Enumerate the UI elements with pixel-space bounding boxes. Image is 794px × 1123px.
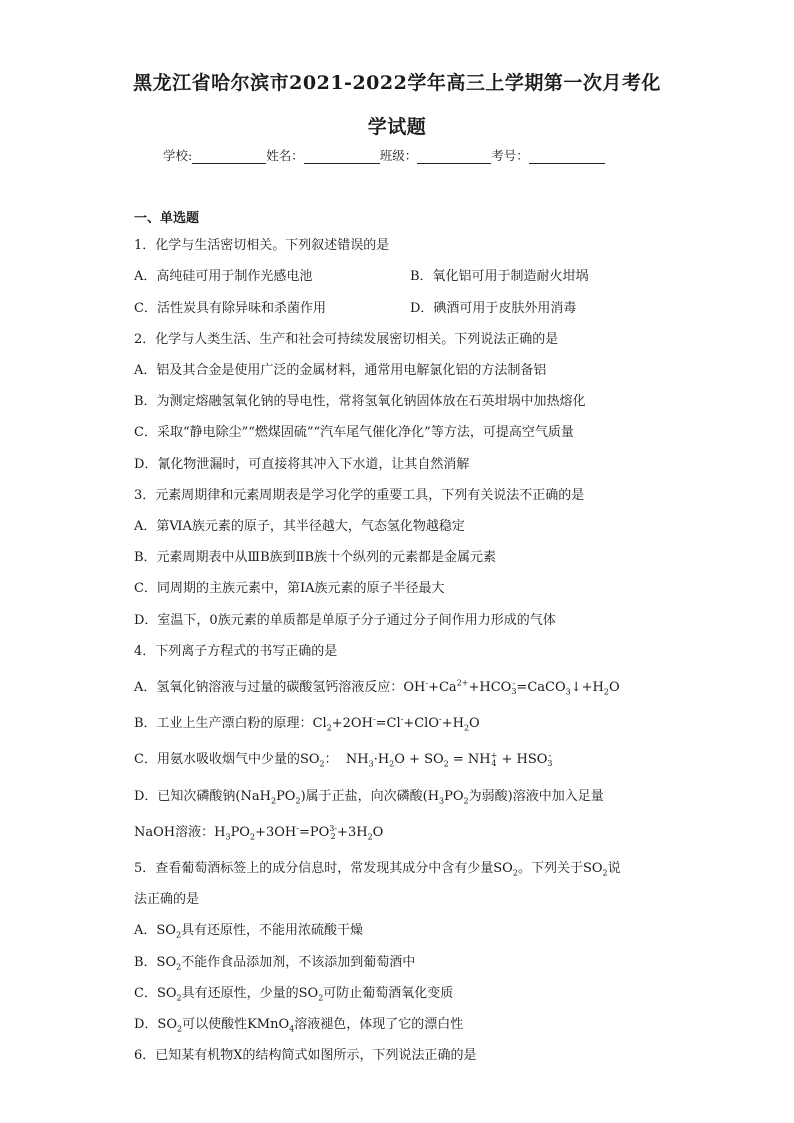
q1-option-d: D．碘酒可用于皮肤外用消毒 <box>410 301 577 316</box>
q1-stem: 1．化学与生活密切相关。下列叙述错误的是 <box>134 238 390 253</box>
school-label: 学校: <box>163 148 193 163</box>
q4-option-d: D．已知次磷酸钠$(NaH_2PO_2)$属于正盐，向次磷酸($H_3PO_2$为弱酸)溶液中加入足量 <box>134 789 604 806</box>
q1-option-c: C．活性炭具有除异味和杀菌作用 <box>134 301 326 316</box>
q1-option-a: A．高纯硅可用于制作光感电池 <box>134 269 313 284</box>
q2-option-a: A．铝及其合金是使用广泛的金属材料，通常用电解氯化铝的方法制备铝 <box>134 363 547 378</box>
school-blank[interactable] <box>192 150 266 164</box>
q2-option-d: D．氰化物泄漏时，可直接将其冲入下水道，让其自然消解 <box>134 457 470 472</box>
q5-option-a: A．$SO_2$具有还原性，不能用浓硫酸干燥 <box>134 923 364 940</box>
q2-option-b: B．为测定熔融氢氧化钠的导电性，常将氢氧化钠固体放在石英坩埚中加热熔化 <box>134 394 586 409</box>
section-heading: 一、单选题 <box>134 211 200 226</box>
class-blank[interactable] <box>417 150 491 164</box>
q3-option-c: C．同周期的主族元素中，第ⅠA族元素的原子半径最大 <box>134 581 445 596</box>
q4-option-b: B．工业上生产漂白粉的原理：$Cl_2+2OH^-=Cl^-+ClO^-+H_2O$ <box>134 714 480 733</box>
number-label: 考号： <box>491 148 529 163</box>
student-info-row <box>163 146 605 164</box>
q1-option-b: B．氧化铝可用于制造耐火坩埚 <box>410 269 589 284</box>
q5-stem-line2: 法正确的是 <box>134 892 200 907</box>
q4-option-c: C．用氨水吸收烟气中少量的$SO_2$： $NH_3\cdot H_2O + SO_2 = NH+$ 4 + HSO- 3 <box>134 750 553 769</box>
q5-option-d: D．$SO_2$可以使酸性KMnO$_4$溶液褪色，体现了它的漂白性 <box>134 1017 464 1034</box>
q3-option-a: A．第ⅥA族元素的原子，其半径越大，气态氢化物越稳定 <box>134 519 465 534</box>
name-blank[interactable] <box>304 150 380 164</box>
q4-option-a: A．氢氧化钠溶液与过量的碳酸氢钙溶液反应：$OH^-+Ca^{2+}+HCO-$ $3=CaCO_3↓+H_2O$ <box>134 678 620 697</box>
q3-option-d: D．室温下，0族元素的单质都是单原子分子通过分子间作用力形成的气体 <box>134 613 556 628</box>
exam-title-line2: 学试题 <box>367 116 427 138</box>
q5-option-b: B．$SO_2$不能作食品添加剂，不该添加到葡萄酒中 <box>134 955 416 972</box>
q2-option-c: C．采取“静电除尘”“燃煤固硫”“汽车尾气催化净化”等方法，可提高空气质量 <box>134 425 574 440</box>
name-label: 姓名： <box>266 148 304 163</box>
q5-option-c: C．$SO_2$具有还原性，少量的$SO_2$可防止葡萄酒氧化变质 <box>134 986 454 1003</box>
q2-stem: 2．化学与人类生活、生产和社会可持续发展密切相关。下列说法正确的是 <box>134 332 559 347</box>
q3-option-b: B．元素周期表中从ⅢB族到ⅡB族十个纵列的元素都是金属元素 <box>134 550 497 565</box>
q3-stem: 3．元素周期律和元素周期表是学习化学的重要工具，下列有关说法不正确的是 <box>134 488 585 503</box>
q5-stem: 5．查看葡萄酒标签上的成分信息时，常发现其成分中含有少量$SO_2$。下列关于$SO_2$说 <box>134 861 621 878</box>
exam-title-line1: 黑龙江省哈尔滨市2021-2022学年高三上学期第一次月考化 <box>133 72 661 94</box>
number-blank[interactable] <box>529 150 605 164</box>
class-label: 班级： <box>379 148 418 163</box>
q4-option-d-line2: NaOH溶液：$H_3PO_2+3OH^-=PO3-$ $2+3H_2O$ <box>134 823 384 842</box>
q4-stem: 4．下列离子方程式的书写正确的是 <box>134 644 338 659</box>
q6-stem: 6．已知某有机物X的结构简式如图所示，下列说法正确的是 <box>134 1048 477 1063</box>
